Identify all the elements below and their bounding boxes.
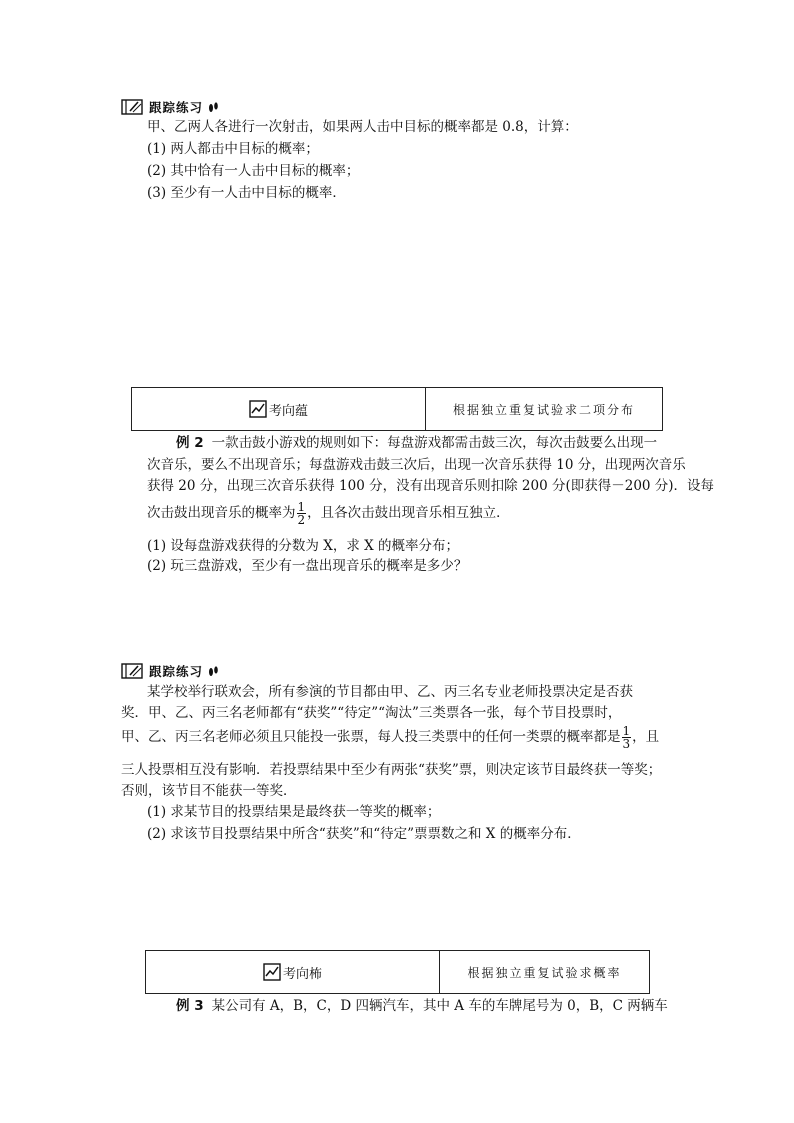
fraction-one-half: $\frac{1}{2}$ (297, 500, 306, 527)
practice-label: 跟踪练习 (149, 664, 204, 679)
topic-box-3-left (146, 951, 440, 993)
example3-label: 例 3 (176, 998, 204, 1014)
practice1-q3: (3) 至少有一人击中目标的概率． (147, 185, 346, 201)
topic-box-3 (145, 950, 650, 994)
practice2-line4: 三人投票相互没有影响．若投票结果中至少有两张“获奖”票，则决定该节目最终获一等奖； (121, 762, 662, 778)
practice2-line3: 甲、乙、丙三名老师必须且只能投一张票，每人投三类票中的任何一类票的概率都是 $\frac{1}{3}$ ，且 (121, 724, 660, 751)
topic-box-2 (131, 387, 663, 431)
trend-chart-icon (249, 400, 267, 418)
topic-3-subject: 根据独立重复试验求概率 (467, 965, 622, 980)
fraction-one-third: $\frac{1}{3}$ (622, 724, 631, 751)
practice-header-1 (121, 98, 220, 116)
example2-label: 例 2 (176, 435, 204, 451)
example2-line1: 例 2 一款击鼓小游戏的规则如下：每盘游戏都需击鼓三次，每次击鼓要么出现一 (176, 435, 658, 451)
example2-line4: 次击鼓出现音乐的概率为 $\frac{1}{2}$ ，且各次击鼓出现音乐相互独立． (147, 500, 510, 527)
example2-q2: (2) 玩三盘游戏，至少有一盘出现音乐的概率是多少？ (147, 558, 468, 574)
trend-chart-icon (263, 963, 281, 981)
footprint-icon (206, 100, 220, 114)
practice2-line1: 某学校举行联欢会，所有参演的节目都由甲、乙、丙三名专业老师投票决定是否获 (147, 684, 633, 700)
example2-line2: 次音乐，要么不出现音乐；每盘游戏击鼓三次后，出现一次音乐获得 10 分，出现两次音乐 (147, 457, 686, 473)
practice2-q1: (1) 求某节目的投票结果是最终获一等奖的概率； (147, 804, 441, 820)
practice1-q1: (1) 两人都击中目标的概率； (147, 141, 319, 157)
topic-2-title: 考向蕴 (268, 403, 308, 419)
topic-3-title: 考向柨 (282, 966, 322, 982)
example2-line3: 获得 20 分，出现三次音乐获得 100 分，没有出现音乐则扣除 200 分(即获得－200 分)．设每 (147, 478, 715, 494)
practice1-q2: (2) 其中恰有一人击中目标的概率； (147, 163, 360, 179)
practice-header-2 (121, 662, 220, 680)
practice1-stem: 甲、乙两人各进行一次射击，如果两人击中目标的概率都是 0.8，计算： (147, 119, 578, 135)
topic-2-subject: 根据独立重复试验求二项分布 (452, 402, 635, 417)
topic-box-2-left (132, 388, 426, 430)
notebook-pencil-icon (121, 663, 147, 679)
footprint-icon (206, 664, 220, 678)
practice2-line2: 奖．甲、乙、丙三名老师都有“获奖”“待定”“淘汰”三类票各一张，每个节目投票时， (121, 705, 622, 721)
practice-label: 跟踪练习 (149, 100, 204, 115)
example3-line1: 例 3 某公司有 A，B，C，D 四辆汽车，其中 A 车的车牌尾号为 0，B，C 两辆车 (176, 998, 668, 1014)
example2-q1: (1) 设每盘游戏获得的分数为 X，求 X 的概率分布； (147, 538, 460, 554)
practice2-q2: (2) 求该节目投票结果中所含“获奖”和“待定”票票数之和 X 的概率分布． (147, 826, 581, 842)
notebook-pencil-icon (121, 99, 147, 115)
practice2-line5: 否则，该节目不能获一等奖． (121, 783, 297, 799)
